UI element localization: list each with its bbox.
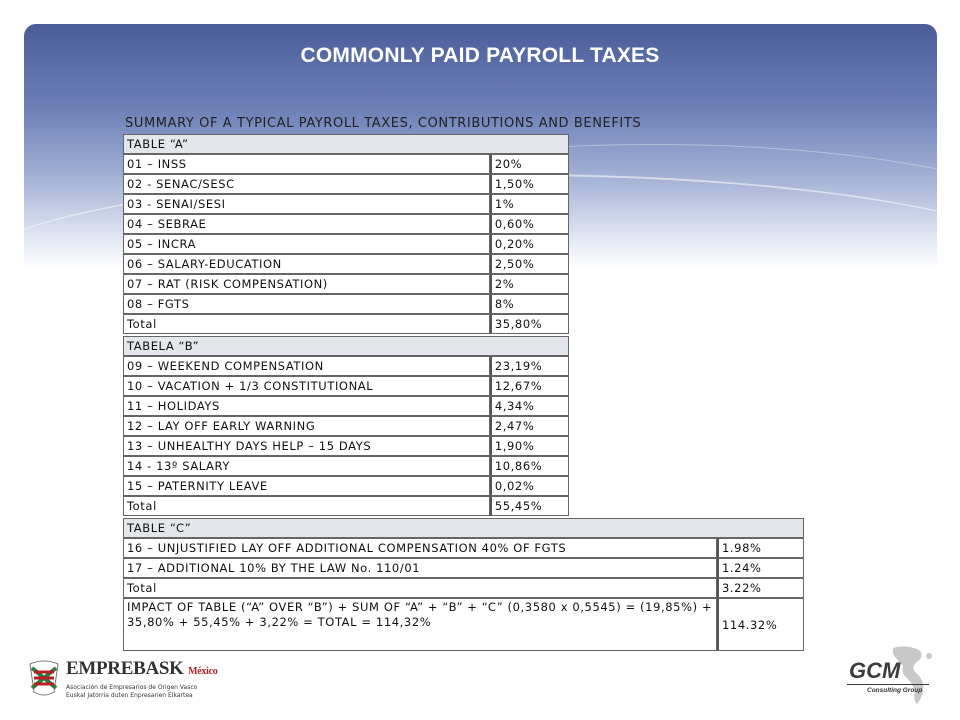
table-row <box>123 376 569 396</box>
table-cell-label: 16 – UNJUSTIFIED LAY OFF ADDITIONAL COMPENSATION 40% OF FGTS <box>123 538 717 558</box>
table-header-row <box>123 518 804 538</box>
table-row <box>123 234 569 254</box>
table-cell-label: 17 – ADDITIONAL 10% BY THE LAW No. 110/01 <box>123 558 717 578</box>
table-cell-label: 02 - SENAC/SESC <box>123 174 490 194</box>
table-row <box>123 538 804 558</box>
table-cell-label: 14 - 13º SALARY <box>123 456 490 476</box>
table-cell-value: 2% <box>490 274 569 294</box>
table-cell-label: 03 - SENAI/SESI <box>123 194 490 214</box>
table-row <box>123 558 804 578</box>
table-cell-value: 1.98% <box>717 538 804 558</box>
emprebask-tagline-1: Asociación de Empresarios de Origen Vasco <box>66 684 198 691</box>
table-impact-row <box>123 598 804 651</box>
summary-title: SUMMARY OF A TYPICAL PAYROLL TAXES, CONTRIBUTIONS AND BENEFITS <box>125 116 642 131</box>
table-total-label: Total <box>123 314 490 334</box>
table-cell-label: 05 – INCRA <box>123 234 490 254</box>
table-cell-value: 2,50% <box>490 254 569 274</box>
emprebask-logo-icon <box>26 658 62 698</box>
table-cell-label: 01 – INSS <box>123 154 490 174</box>
gcm-subtitle: Consulting Group <box>867 687 923 694</box>
table-c <box>123 518 804 651</box>
table-cell-label: 12 – LAY OFF EARLY WARNING <box>123 416 490 436</box>
table-row <box>123 356 569 376</box>
gcm-name: GCM <box>849 658 901 683</box>
table-cell-value: 1% <box>490 194 569 214</box>
table-cell-value: 4,34% <box>490 396 569 416</box>
table-a <box>123 134 569 334</box>
table-total-value: 55,45% <box>490 496 569 516</box>
table-cell-value: 12,67% <box>490 376 569 396</box>
table-row <box>123 214 569 234</box>
gcm-divider <box>847 684 929 685</box>
table-row <box>123 396 569 416</box>
table-header-row <box>123 134 569 154</box>
table-cell-value: 10,86% <box>490 456 569 476</box>
table-cell-value: 0,60% <box>490 214 569 234</box>
table-cell-label: 11 – HOLIDAYS <box>123 396 490 416</box>
table-row <box>123 416 569 436</box>
impact-formula: IMPACT OF TABLE (“A” OVER “B”) + SUM OF “A” + “B” + “C” (0,3580 x 0,5545) = (19,85%) + 35,80% + 55,45% + 3,22% = TOTAL = 114,32% <box>123 598 717 651</box>
table-row <box>123 476 569 496</box>
table-cell-value: 1,50% <box>490 174 569 194</box>
table-b-header: TABELA “B” <box>123 336 569 356</box>
table-row <box>123 294 569 314</box>
table-row <box>123 456 569 476</box>
table-cell-label: 10 – VACATION + 1/3 CONSTITUTIONAL <box>123 376 490 396</box>
table-total-row <box>123 496 569 516</box>
table-cell-label: 08 – FGTS <box>123 294 490 314</box>
table-total-label: Total <box>123 578 717 598</box>
table-row <box>123 274 569 294</box>
table-total-value: 35,80% <box>490 314 569 334</box>
emprebask-name <box>66 658 217 680</box>
table-total-row <box>123 314 569 334</box>
table-cell-value: 1,90% <box>490 436 569 456</box>
table-total-row <box>123 578 804 598</box>
table-row <box>123 194 569 214</box>
table-cell-value: 1.24% <box>717 558 804 578</box>
emprebask-name-text: EMPREBASK <box>66 658 184 679</box>
table-cell-value: 0,20% <box>490 234 569 254</box>
table-row <box>123 254 569 274</box>
table-a-header: TABLE “A” <box>123 134 569 154</box>
table-cell-value: 2,47% <box>490 416 569 436</box>
emprebask-logo <box>26 654 218 710</box>
table-b <box>123 336 569 516</box>
table-cell-label: 15 – PATERNITY LEAVE <box>123 476 490 496</box>
table-row <box>123 154 569 174</box>
table-total-label: Total <box>123 496 490 516</box>
table-row <box>123 174 569 194</box>
table-cell-value: 20% <box>490 154 569 174</box>
gcm-logo <box>845 644 945 708</box>
table-row <box>123 436 569 456</box>
table-cell-label: 04 – SEBRAE <box>123 214 490 234</box>
slide-title: COMMONLY PAID PAYROLL TAXES <box>300 44 660 67</box>
table-header-row <box>123 336 569 356</box>
table-c-header: TABLE “C” <box>123 518 804 538</box>
table-cell-value: 23,19% <box>490 356 569 376</box>
table-cell-label: 13 – UNHEALTHY DAYS HELP – 15 DAYS <box>123 436 490 456</box>
table-cell-label: 07 – RAT (RISK COMPENSATION) <box>123 274 490 294</box>
table-cell-value: 8% <box>490 294 569 314</box>
emprebask-country: México <box>188 666 218 677</box>
table-cell-label: 06 – SALARY-EDUCATION <box>123 254 490 274</box>
emprebask-tagline-2: Euskal Jatorria duten Enpresarien Elkartea <box>66 692 193 699</box>
table-cell-label: 09 – WEEKEND COMPENSATION <box>123 356 490 376</box>
table-total-value: 3.22% <box>717 578 804 598</box>
table-cell-value: 0,02% <box>490 476 569 496</box>
impact-value: 114.32% <box>717 598 804 651</box>
